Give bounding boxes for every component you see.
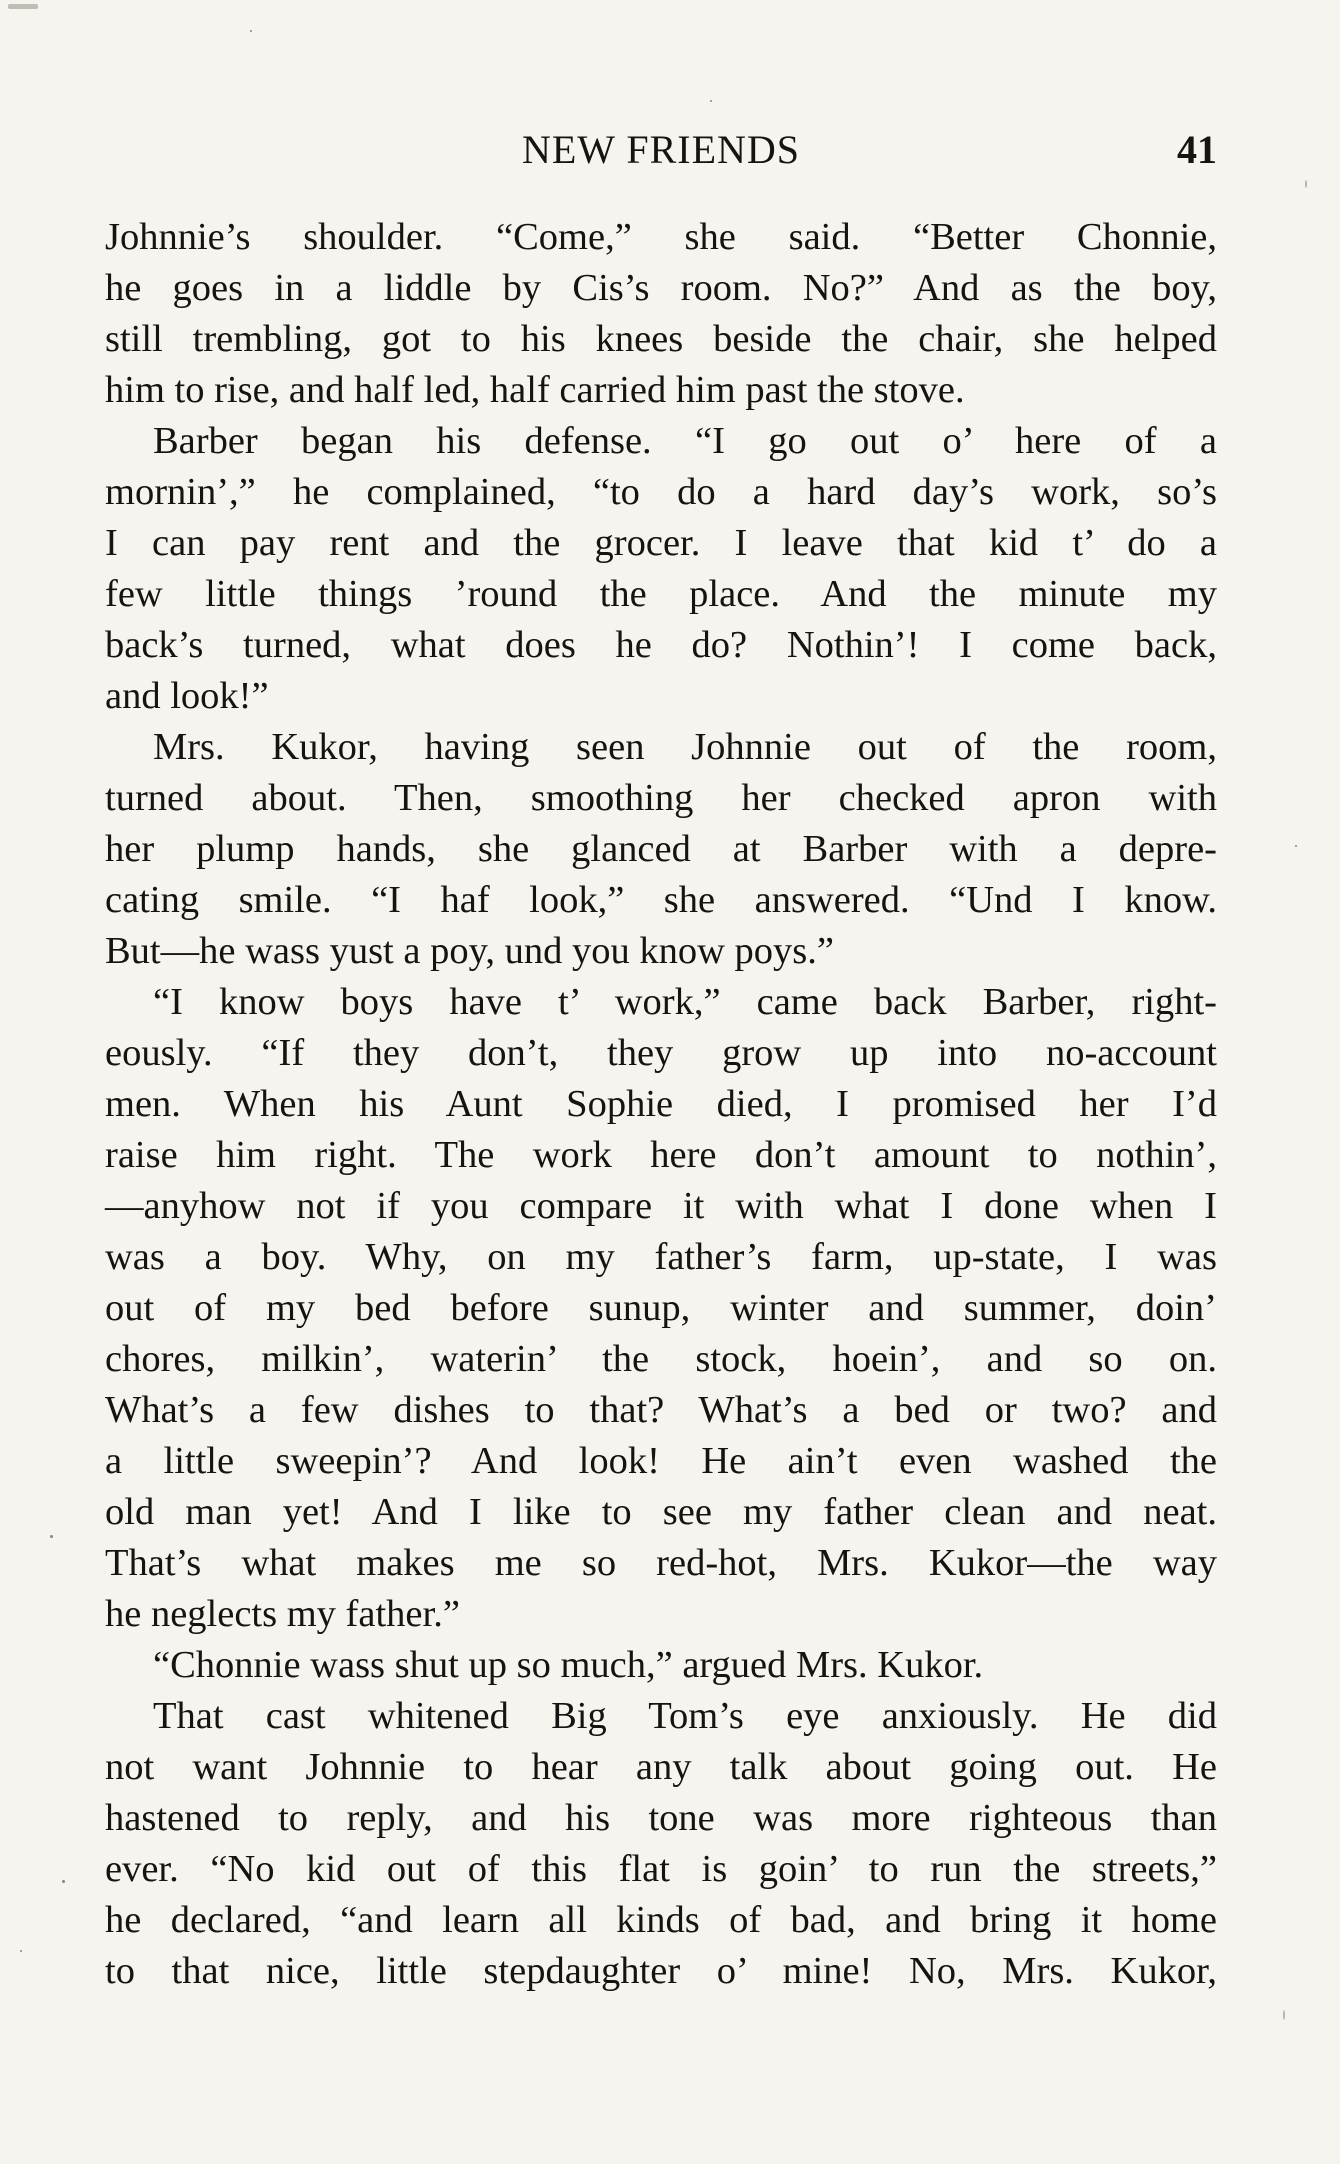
text-line: But—he wass yust a poy, und you know poys.” [105, 930, 834, 972]
text-line: him to rise, and half led, half carried him past the stove. [105, 369, 965, 411]
text-line: raise him right. The work here don’t amount to nothin’, [105, 1134, 1217, 1176]
text-line: That’s what makes me so red-hot, Mrs. Kukor—the way [105, 1542, 1217, 1584]
text-line: old man yet! And I like to see my father clean and neat. [105, 1491, 1217, 1533]
speck [20, 1950, 22, 1952]
speck [62, 1880, 65, 1883]
text-line: ever. “No kid out of this flat is goin’ to run the streets,” [105, 1848, 1217, 1890]
speck [1295, 845, 1297, 847]
text-line: I can pay rent and the grocer. I leave that kid t’ do a [105, 522, 1217, 564]
page-number: 41 [1177, 127, 1217, 172]
text-line: back’s turned, what does he do? Nothin’! I come back, [105, 624, 1217, 666]
speck [250, 30, 252, 32]
text-line: That cast whitened Big Tom’s eye anxiously. He did [153, 1695, 1217, 1737]
text-line: still trembling, got to his knees beside the chair, she helped [105, 318, 1217, 360]
speck [1283, 2010, 1285, 2020]
text-line: hastened to reply, and his tone was more righteous than [105, 1797, 1217, 1839]
text-line: and look!” [105, 675, 269, 717]
running-head: NEW FRIENDS [521, 127, 801, 172]
text-line: a little sweepin’? And look! He ain’t even washed the [105, 1440, 1217, 1482]
text-line: turned about. Then, smoothing her checked apron with [105, 777, 1217, 819]
text-line: was a boy. Why, on my father’s farm, up-state, I was [105, 1236, 1217, 1278]
text-line: not want Johnnie to hear any talk about going out. He [105, 1746, 1217, 1788]
text-line: to that nice, little stepdaughter o’ mine! No, Mrs. Kukor, [105, 1950, 1217, 1992]
speck [50, 1535, 53, 1538]
text-line: mornin’,” he complained, “to do a hard day’s work, so’s [105, 471, 1217, 513]
text-line: out of my bed before sunup, winter and summer, doin’ [105, 1287, 1217, 1329]
text-line: eously. “If they don’t, they grow up into no-account [105, 1032, 1217, 1074]
body-text [105, 212, 1217, 1997]
page-header [105, 118, 1217, 178]
text-line: Johnnie’s shoulder. “Come,” she said. “Better Chonnie, [105, 216, 1217, 258]
text-line: he declared, “and learn all kinds of bad, and bring it home [105, 1899, 1217, 1941]
text-line: chores, milkin’, waterin’ the stock, hoein’, and so on. [105, 1338, 1217, 1380]
text-line: —anyhow not if you compare it with what I done when I [105, 1185, 1217, 1227]
speck [1305, 180, 1307, 188]
text-line: he goes in a liddle by Cis’s room. No?” And as the boy, [105, 267, 1217, 309]
speck [8, 4, 38, 9]
text-line: “Chonnie wass shut up so much,” argued Mrs. Kukor. [153, 1644, 984, 1686]
text-line: What’s a few dishes to that? What’s a bed or two? and [105, 1389, 1217, 1431]
text-line: he neglects my father.” [105, 1593, 460, 1635]
text-line: few little things ’round the place. And the minute my [105, 573, 1217, 615]
text-line: “I know boys have t’ work,” came back Barber, right- [153, 981, 1217, 1023]
text-line: cating smile. “I haf look,” she answered. “Und I know. [105, 879, 1217, 921]
text-line: Mrs. Kukor, having seen Johnnie out of the room, [153, 726, 1217, 768]
speck [710, 100, 712, 102]
text-line: her plump hands, she glanced at Barber with a depre- [105, 828, 1217, 870]
text-line: Barber began his defense. “I go out o’ here of a [153, 420, 1217, 462]
text-line: men. When his Aunt Sophie died, I promised her I’d [105, 1083, 1217, 1125]
